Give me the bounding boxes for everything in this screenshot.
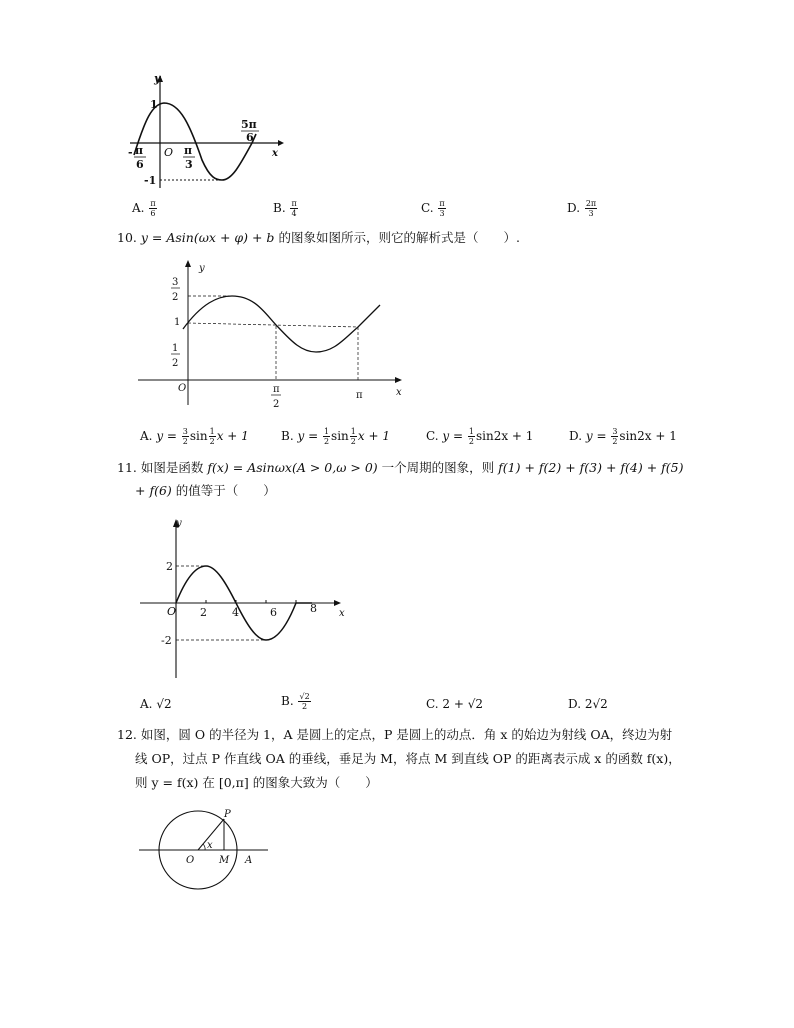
q12-text-2: 线 OP，过点 P 作直线 OA 的垂线，垂足为 M，将点 M 到直线 OP 的距离表示成 x 的函数 f(x)， [135, 751, 681, 766]
q9-tick-neg-one: -1 [144, 174, 157, 187]
option-value: 2 + √2 [442, 697, 484, 711]
frac-num: 1 [468, 427, 474, 436]
option-letter: B. [281, 429, 294, 443]
q12-number: 12. [117, 727, 137, 742]
q9-tick-six: 6 [136, 158, 144, 171]
frac-den: 4 [291, 209, 297, 218]
q10-y-arrow [185, 260, 191, 267]
q9-tick-pi3-pi: π [184, 144, 193, 157]
q9-sine-curve [134, 103, 256, 180]
q11-option-b[interactable] [281, 692, 312, 711]
q9-graph [120, 70, 290, 195]
q9-x-arrow [278, 140, 284, 146]
q10-text: 的图象如图所示，则它的解析式是（ ）. [278, 230, 520, 245]
q10-dash-one [188, 323, 358, 327]
frac-num: π [439, 199, 445, 208]
frac-num: 3 [612, 427, 618, 436]
option-letter: B. [273, 201, 286, 215]
frac-den: 2 [209, 437, 215, 446]
option-mid: sin [189, 429, 208, 443]
q12-stem-line2 [135, 748, 681, 770]
option-letter: A. [140, 429, 153, 443]
option-mid: sin [331, 429, 349, 443]
q12-circle-figure [135, 805, 275, 895]
frac-num: π [150, 199, 156, 208]
frac-den: 6 [150, 209, 156, 218]
q11-x-2: 2 [200, 606, 207, 619]
q11-x-6: 6 [270, 606, 277, 619]
q11-y-label: y [176, 518, 182, 529]
q12-label-m: M [219, 855, 230, 866]
q10-origin: O [178, 383, 187, 394]
q9-option-a[interactable] [132, 199, 158, 218]
frac-den: 2 [612, 437, 618, 446]
option-pre: y = [585, 429, 607, 443]
option-letter: C. [426, 429, 439, 443]
q11-text-c: 的值等于（ ） [175, 483, 276, 498]
option-letter: C. [421, 201, 434, 215]
q10-option-c[interactable] [426, 427, 533, 446]
q9-tick-neg-sign: - [128, 146, 133, 159]
frac-num: π [291, 199, 297, 208]
q10-x-pi-den: 2 [273, 399, 280, 410]
q10-one: 1 [174, 317, 181, 328]
q11-y-neg-two: -2 [161, 634, 172, 647]
option-value: √2 [156, 697, 172, 711]
q11-x-4: 4 [232, 606, 239, 619]
q12-text-1: 如图，圆 O 的半径为 1，A 是圆上的定点，P 是圆上的动点．角 x 的始边为射线 OA，终边为射 [140, 727, 673, 742]
q11-sum-part2: + f(6) [135, 483, 172, 498]
q11-x-label: x [339, 608, 345, 619]
frac-den: 2 [468, 437, 474, 446]
q11-x-8: 8 [310, 602, 317, 615]
q10-y-label: y [199, 263, 205, 274]
q10-stem [117, 227, 520, 249]
q9-x-label: x [272, 148, 278, 159]
option-letter: A. [132, 201, 145, 215]
q11-stem-line2 [135, 480, 276, 502]
q12-label-x: x [207, 840, 213, 851]
frac-num: 1 [350, 427, 356, 436]
option-letter: A. [140, 697, 153, 711]
frac-num: √2 [299, 692, 310, 701]
q11-stem-line1 [117, 457, 684, 479]
q10-option-a[interactable] [140, 427, 249, 446]
frac-num: 1 [209, 427, 215, 436]
option-value: 2√2 [584, 697, 608, 711]
q9-tick-one: 1 [150, 98, 158, 111]
q10-graph [130, 255, 420, 420]
q12-stem-line1 [117, 724, 672, 746]
q11-option-d[interactable] [568, 697, 608, 711]
option-letter: C. [426, 697, 439, 711]
option-post: x + 1 [357, 429, 390, 443]
q9-tick-six-b: 6 [246, 131, 254, 144]
frac-den: 3 [439, 209, 445, 218]
q11-graph [140, 513, 355, 683]
q10-number: 10. [117, 230, 137, 245]
frac-num: 2π [585, 199, 597, 208]
q11-x-arrow [334, 600, 341, 606]
q10-formula: y = Asin(ωx + φ) + b [140, 230, 275, 245]
q9-option-b[interactable] [273, 199, 299, 218]
option-pre: y = [156, 429, 177, 443]
q11-y-two: 2 [166, 560, 173, 573]
q10-x-pi: π [356, 390, 363, 401]
q10-option-d[interactable] [569, 427, 677, 446]
option-letter: B. [281, 694, 294, 708]
q11-number: 11. [117, 460, 137, 475]
q9-y-label: y [154, 72, 161, 85]
frac-num: 1 [323, 427, 330, 436]
q10-half-num: 1 [172, 343, 179, 354]
q11-text-b: 一个周期的图象，则 [381, 460, 495, 475]
frac-den: 2 [350, 437, 356, 446]
q11-function: f(x) = Asinωx(A > 0,ω > 0) [207, 460, 378, 475]
q10-three-halves-num: 3 [172, 277, 179, 288]
q12-angle-arc [203, 844, 205, 850]
q10-x-arrow [395, 377, 402, 383]
q12-label-a: A [245, 855, 253, 866]
q11-option-a[interactable] [140, 697, 172, 711]
q9-tick-three: 3 [185, 158, 193, 171]
q10-option-b[interactable] [281, 427, 390, 446]
q9-origin: O [164, 146, 174, 159]
option-mid: sin2x + 1 [475, 429, 534, 443]
q12-stem-line3 [135, 772, 378, 794]
q10-sine-curve [183, 296, 380, 352]
option-post: x + 1 [216, 429, 249, 443]
option-mid: sin2x + 1 [619, 429, 677, 443]
frac-den: 2 [302, 702, 308, 711]
q11-text-a: 如图是函数 [140, 460, 204, 475]
q10-x-label: x [396, 387, 402, 398]
q10-three-halves-den: 2 [172, 292, 179, 303]
q11-origin: O [167, 605, 177, 618]
option-letter: D. [569, 429, 583, 443]
frac-den: 2 [323, 437, 330, 446]
option-pre: y = [297, 429, 319, 443]
q9-tick-5pi: 5π [241, 118, 257, 131]
frac-num: 3 [182, 427, 188, 436]
frac-den: 2 [182, 437, 188, 446]
q10-half-den: 2 [172, 358, 179, 369]
q12-label-p: P [224, 809, 231, 820]
q9-tick-neg-pi: π [135, 144, 144, 157]
option-pre: y = [442, 429, 464, 443]
q12-text-3: 则 y = f(x) 在 [0,π] 的图象大致为（ ） [135, 775, 378, 790]
option-letter: D. [567, 201, 581, 215]
q9-option-d[interactable] [567, 199, 598, 218]
frac-den: 3 [588, 209, 594, 218]
q11-sum-part1: f(1) + f(2) + f(3) + f(4) + f(5) [498, 460, 684, 475]
q9-option-c[interactable] [421, 199, 447, 218]
q11-option-c[interactable] [426, 697, 483, 711]
q12-label-o: O [186, 855, 195, 866]
q10-x-pi-num: π [273, 384, 280, 395]
option-letter: D. [568, 697, 582, 711]
